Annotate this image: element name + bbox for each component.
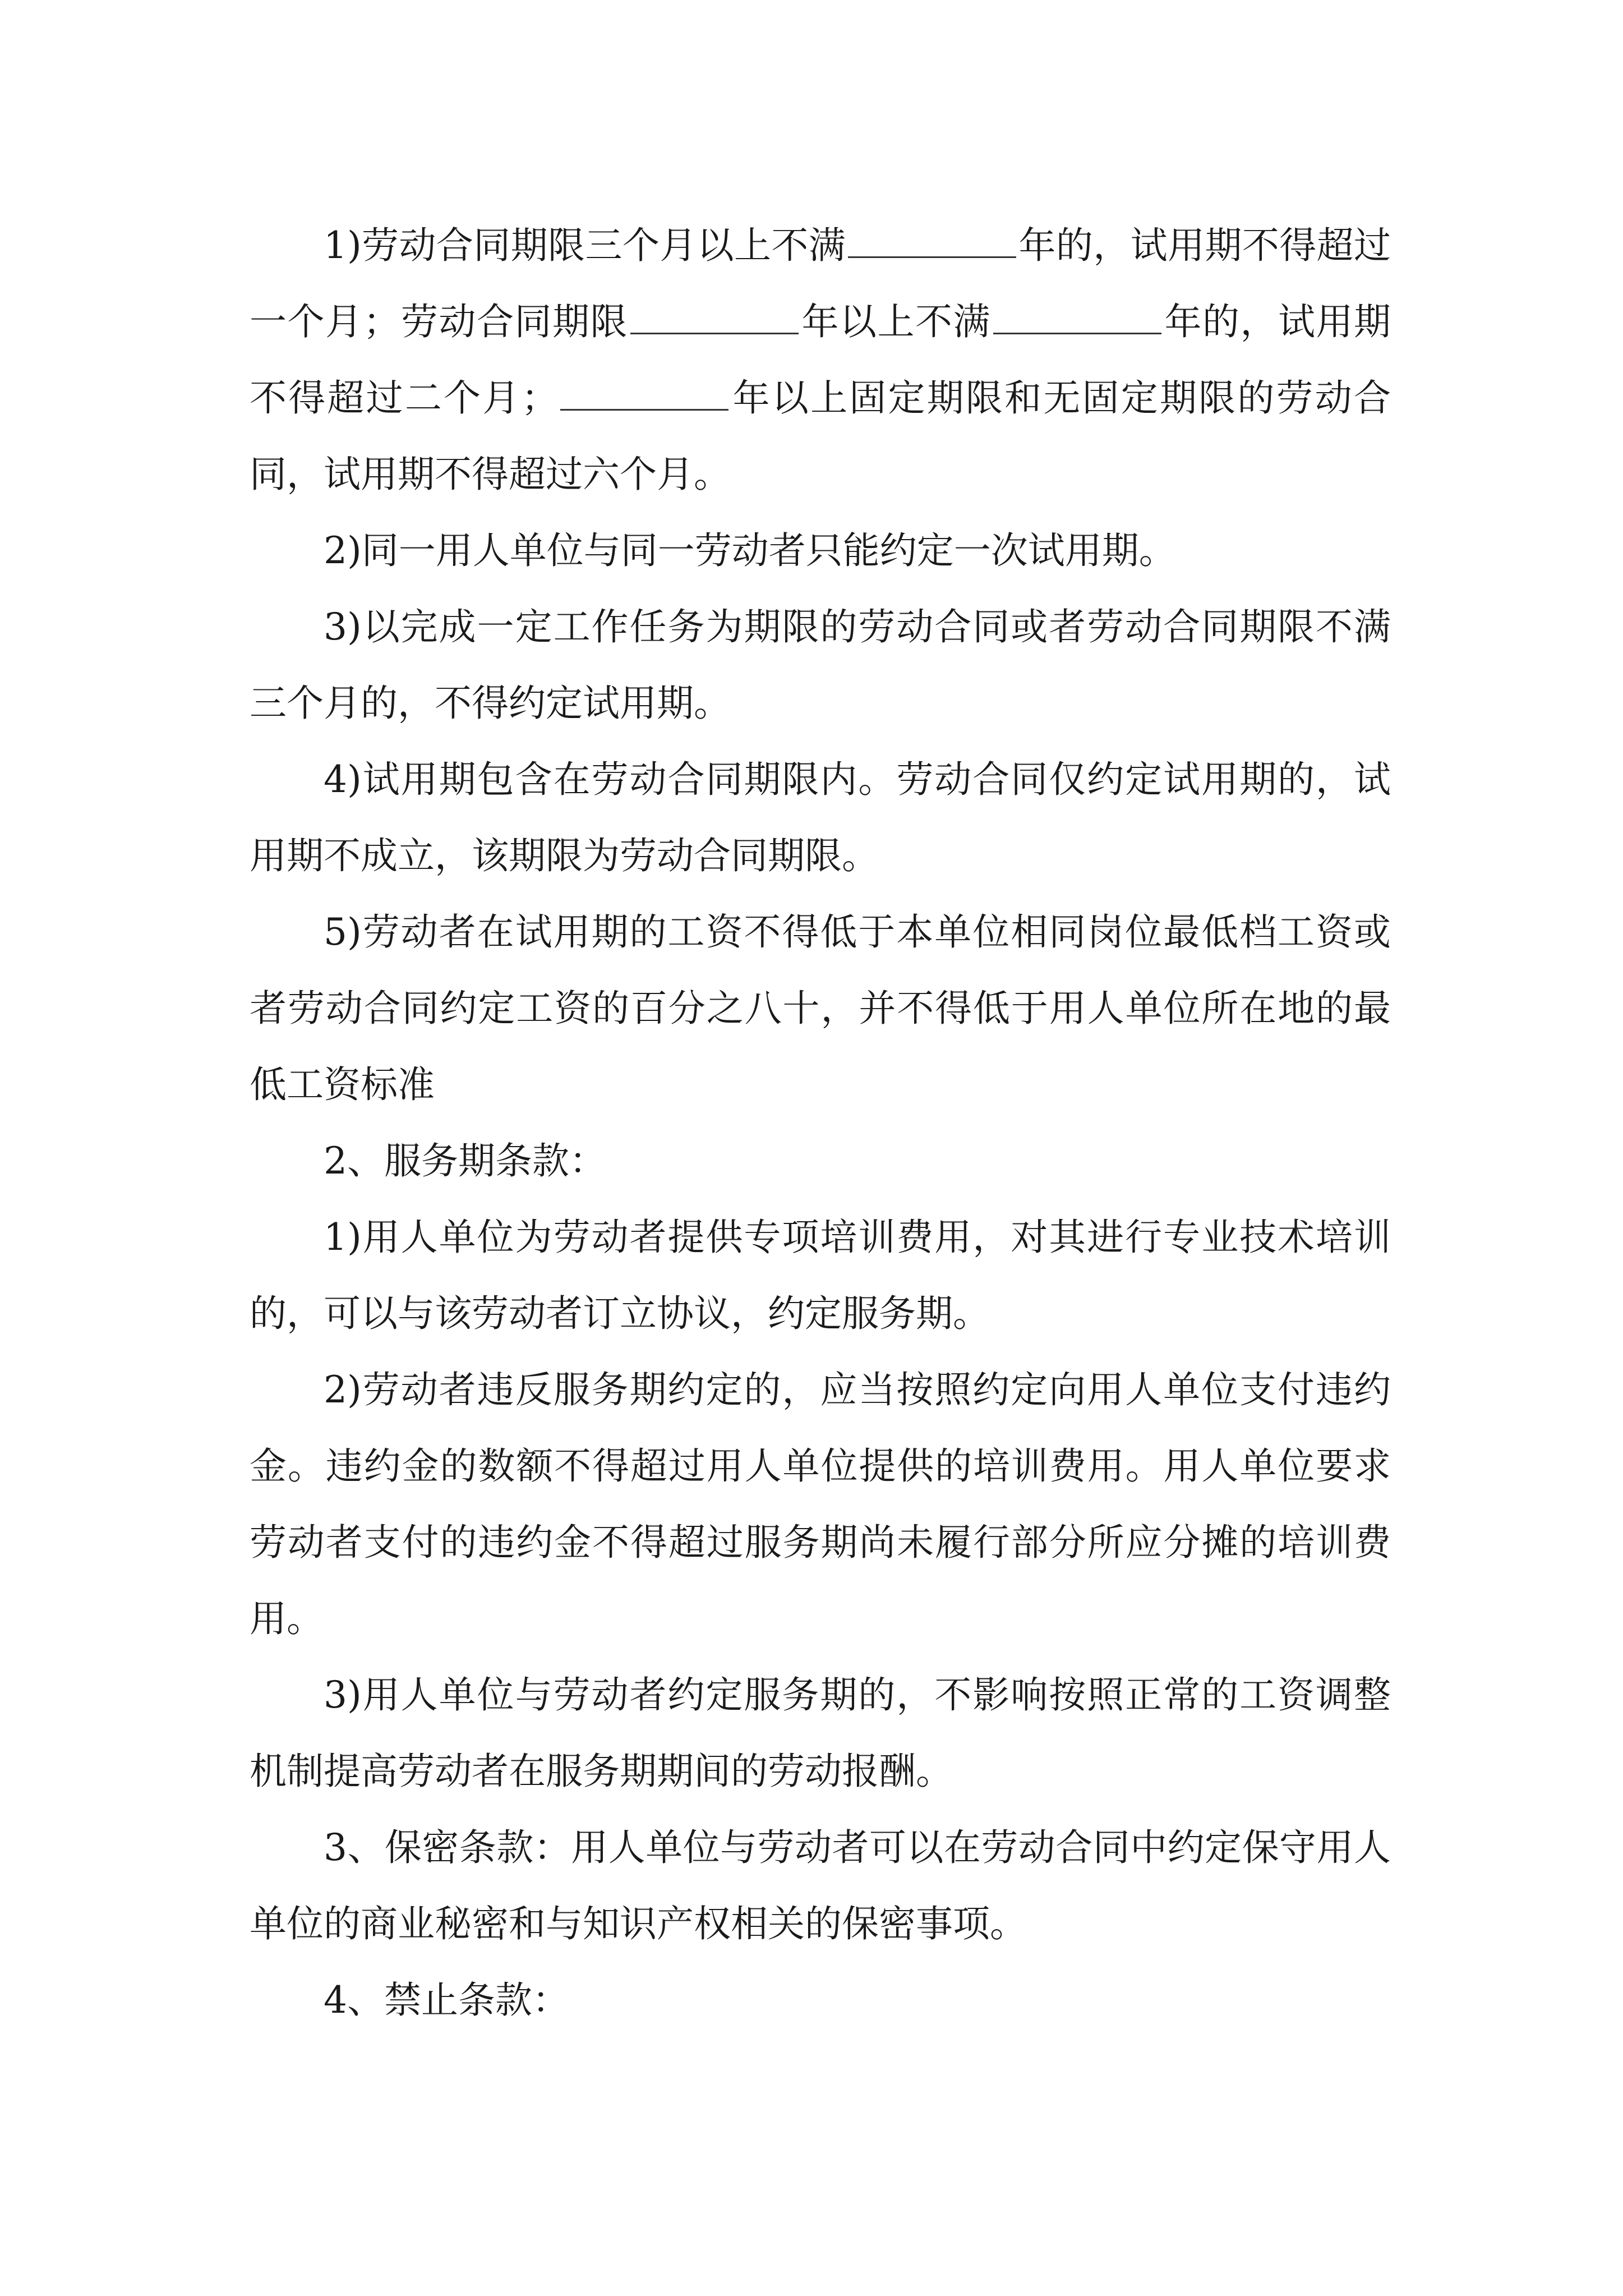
paragraph-wage-adjustment: 3)用人单位与劳动者约定服务期的，不影响按照正常的工资调整机制提高劳动者在服务期期间的劳动报酬。 [250,1673,1391,1793]
paragraph-probation-included: 4)试用期包含在劳动合同期限内。劳动合同仅约定试用期的，试用期不成立，该期限为劳动合同期限。 [250,758,1391,877]
section-heading-confidentiality: 3、保密条款：用人单位与劳动者可以在劳动合同中约定保守用人单位的商业秘密和与知识产权相关的保密事项。 [250,1826,1391,1945]
paragraph-penalty: 2)劳动者违反服务期约定的，应当按照约定向用人单位支付违约金。违约金的数额不得超过用人单位提供的培训费用。用人单位要求劳动者支付的违约金不得超过服务期尚未履行部分所应分摊的培训费用。 [250,1368,1391,1640]
fill-in-blank[interactable] [848,219,1016,258]
paragraph-text: 年的，试用期不得超过一个月；劳动合同期限 [250,224,1391,343]
paragraph-probation-wage: 5)劳动者在试用期的工资不得低于本单位相同岗位最低档工资或者劳动合同约定工资的百分之八十，并不得低于用人单位所在地的最低工资标准 [250,910,1391,1106]
paragraph-training-agreement: 1)用人单位为劳动者提供专项培训费用，对其进行专业技术培训的，可以与该劳动者订立协议，约定服务期。 [250,1216,1391,1335]
paragraph-single-probation: 2)同一用人单位与同一劳动者只能约定一次试用期。 [324,529,1176,572]
fill-in-blank[interactable] [993,296,1161,334]
paragraph-text: 年以上固定期限和无固定期限的劳动合同，试用期不得超过六个月。 [250,376,1391,496]
paragraph-no-probation: 3)以完成一定工作任务为期限的劳动合同或者劳动合同期限不满三个月的，不得约定试用期。 [250,605,1391,725]
document-body [250,208,1391,2039]
paragraph-text: 年以上不满 [801,300,991,343]
paragraph-text: 1)劳动合同期限三个月以上不满 [324,224,846,267]
section-heading-service-period: 2、服务期条款： [324,1139,606,1182]
section-heading-prohibition: 4、禁止条款： [324,1978,569,2022]
paragraph-probation-limits [250,208,1391,513]
fill-in-blank[interactable] [630,296,799,334]
paragraph-text: 年的，试用期不得超过二个月； [250,300,1391,420]
fill-in-blank[interactable] [560,372,728,411]
